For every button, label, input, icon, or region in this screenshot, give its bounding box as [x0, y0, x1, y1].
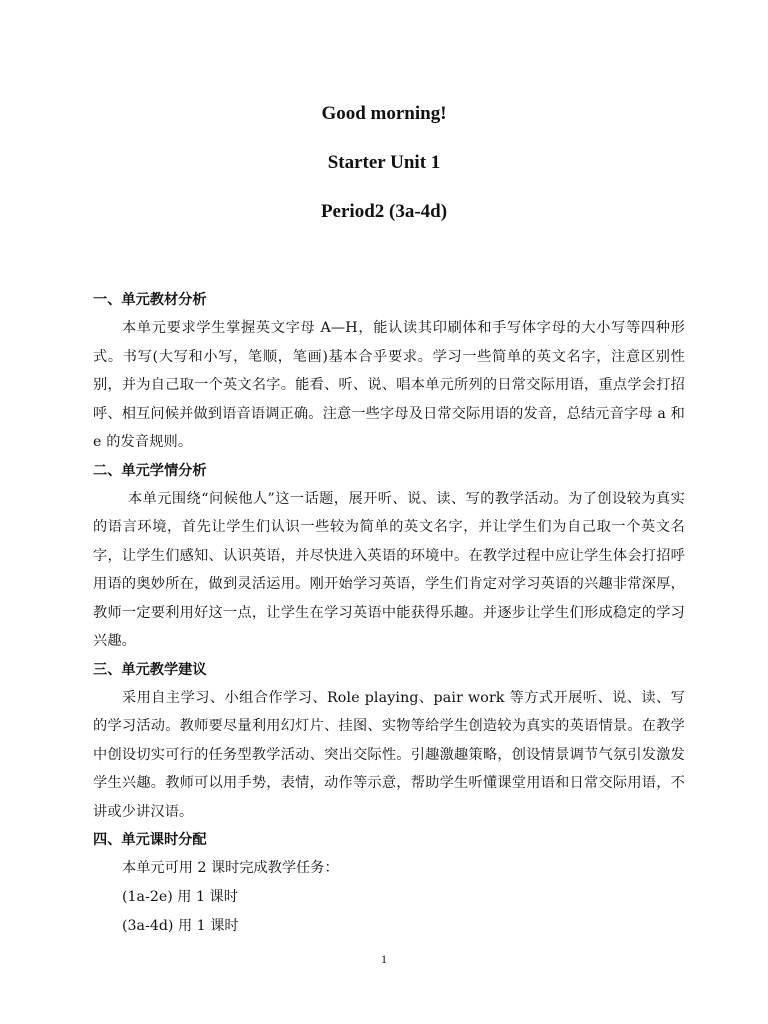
class-hours-line: 本单元可用 2 课时完成教学任务： — [122, 860, 339, 876]
section-paragraph: 采用自主学习、小组合作学习、Role playing、pair work 等方式开展听、说、读、写的学习活动。教师要尽量利用幻灯片、挂图、实物等给学生创造较为真实的英语情景。在教学中创设切实可行的任务型教学活动、突出交际性。引趣激趣策略，创设情景调节气氛引发激发学生兴趣。教师可以用手势，表情，动作等示意，帮助学生听懂课堂用语和日常交际用语，不讲或少讲汉语。 — [93, 689, 685, 820]
class-hours-line: (3a-4d) 用 1 课时 — [122, 918, 239, 934]
class-hours-line: (1a-2e) 用 1 课时 — [122, 889, 238, 905]
section-paragraph: 本单元围绕“问候他人”这一话题，展开听、说、读、写的教学活动。为了创设较为真实的语言环境，首先让学生们认识一些较为简单的英文名字，并让学生们为自己取一个英文名字，让学生们感知、认识英语，并尽快进入英语的环境中。在教学过程中应让学生体会打招呼用语的奥妙所在，做到灵活运用。刚开始学习英语，学生们肯定对学习英语的兴趣非常深厚，教师一定要利用好这一点，让学生在学习英语中能获得乐趣。并逐步让学生们形成稳定的学习兴趣。 — [93, 490, 685, 649]
document-body — [93, 290, 685, 941]
section-textbook-analysis — [93, 290, 685, 457]
section-heading: 四、单元课时分配 — [93, 832, 207, 848]
section-class-hours — [93, 830, 685, 941]
section-heading: 一、单元教材分析 — [93, 292, 207, 308]
document-title: Good morning! — [321, 103, 447, 124]
section-paragraph: 本单元要求学生掌握英文字母 A—H，能认读其印刷体和手写体字母的大小写等四种形式。书写(大写和小写，笔顺，笔画)基本合乎要求。学习一些简单的英文名字，注意区别性别，并为自己取一个英文名字。能看、听、说、唱本单元所列的日常交际用语，重点学会打招呼、相互问候并做到语音语调正确。注意一些字母及日常交际用语的发音，总结元音字母 a 和 e 的发音规则。 — [93, 320, 685, 450]
section-heading: 三、单元教学建议 — [93, 661, 207, 678]
section-heading: 二、单元学情分析 — [93, 462, 207, 479]
section-teaching-suggestions — [93, 660, 685, 827]
section-student-analysis — [93, 461, 685, 656]
period-title: Period2 (3a-4d) — [320, 201, 448, 222]
unit-title: Starter Unit 1 — [327, 152, 441, 173]
page-number: 1 — [381, 952, 387, 966]
